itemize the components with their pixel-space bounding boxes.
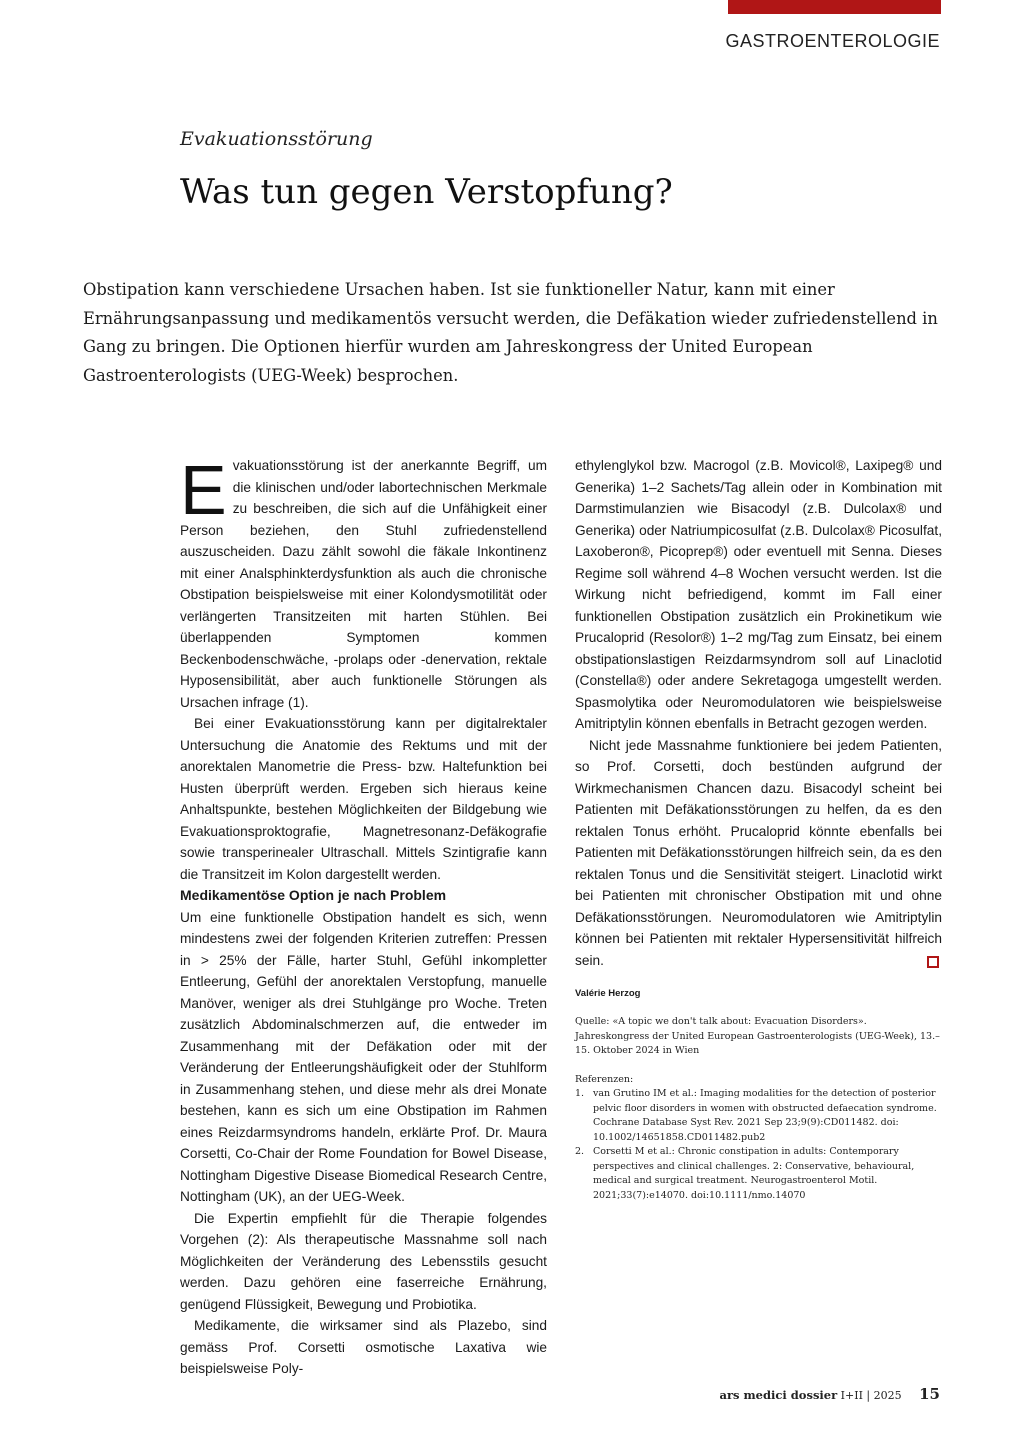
body-paragraph: Die Expertin empfiehlt für die Therapie folgendes Vorgehen (2): Als therapeutische Massnahme soll nach Möglichkeiten der Veränderung des Lebensstils gesucht werden. Dazu gehören eine faserreiche Ernährung, genügend Flüssigkeit, Bewegung und Probiotika.: [180, 1210, 547, 1312]
paragraph-text: Nicht jede Massnahme funktioniere bei jedem Patienten, so Prof. Corsetti, doch bestünden aufgrund der Wirkmechanismen Chancen dazu. Bisacodyl scheint bei Patienten mit Defäkationsstörungen zu helfen, da es den rektalen Tonus erhöht. Prucaloprid könnte ebenfalls bei Patienten mit Defäkationsstörungen hilfreich sein, da es den rektalen Tonus und die Sensitivität steigert. Linaclotid wirkt bei Patienten mit chronischer Obstipation mit und ohne Defäkationsstörungen. Neuromodulatoren wie Amitriptylin können bei Patienten mit rektaler Hypersensitivität hilfreich sein.: [575, 737, 942, 968]
references-list: [575, 1087, 942, 1203]
reference-text: Corsetti M et al.: Chronic constipation in adults: Contemporary perspectives and clinical challenges. 2: Conservative, behavioural, medical and surgical treatment. Neurogastroenterol Motil. 2021;33(7):e14070. doi:10.1111/nmo.14070: [593, 1146, 915, 1201]
section-label: GASTROENTEROLOGIE: [725, 31, 940, 51]
reference-text: van Grutino IM et al.: Imaging modalities for the detection of posterior pelvic floor disorders in women with obstructed defaecation syndrome. Cochrane Database Syst Rev. 2021 Sep 23;9(9):CD011482. doi: 10.1002/14651858.CD011482.pub2: [593, 1088, 937, 1143]
body-paragraph: [180, 451, 547, 713]
journal-name: ars medici dossier: [719, 1388, 838, 1402]
reference-item: [575, 1087, 942, 1145]
reference-item: [575, 1145, 942, 1203]
body-column-left: [180, 451, 547, 1380]
article-lead: Obstipation kann verschiedene Ursachen haben. Ist sie funktioneller Natur, kann mit einer Ernährungsanpassung und medikamentös versucht werden, die Defäkation wieder zufriedenstellend in Gang zu bringen. Die Optionen hierfür wurden am Jahreskongress der United European Gastroenterologists (UEG-Week) besprochen.: [83, 280, 938, 385]
body-paragraph: Um eine funktionelle Obstipation handelt es sich, wenn mindestens zwei der folgenden Kriterien zutreffen: Pressen in > 25% der Fälle, harter Stuhl, Gefühl inkompletter Entleerung, Gefühl der anorektalen Verstopfung, manuelle Manöver, weniger als drei Stuhlgänge pro Woche. Treten zusätzlich Abdominalschmerzen auf, die entweder im Zusammenhang mit der Defäkation oder mit der Veränderung der Entleerungshäufigkeit oder der Stuhlform in Zusammenhang stehen, und diese mehr als drei Monate bestehen, kann es sich um eine Obstipation im Rahmen eines Reizdarmsyndroms handeln, erklärte Prof. Dr. Maura Corsetti, Co-Chair der Rome Foundation for Bowel Disease, Nottingham Digestive Disease Biomedical Research Centre, Nottingham (UK), an der UEG-Week.: [180, 909, 547, 1204]
end-of-article-square-icon: [927, 956, 939, 968]
subheading: Medikamentöse Option je nach Problem: [180, 887, 447, 903]
article-kicker: Evakuationsstörung: [180, 128, 373, 150]
body-paragraph: Medikamente, die wirksamer sind als Plazebo, sind gemäss Prof. Corsetti osmotische Laxativa wie beispielsweise Poly-: [180, 1318, 547, 1376]
reference-number: 1.: [575, 1088, 585, 1099]
references-heading: Referenzen:: [575, 1073, 634, 1085]
paragraph-text: vakuationsstörung ist der anerkannte Begriff, um die klinischen und/oder labortechnischen Merkmale zu beschreiben, die sich auf die Unfähigkeit einer Person beziehen, den Stuhl zufriedenstellend auszuscheiden. Dazu zählt sowohl die fäkale Inkontinenz mit einer Analsphinkterdysfunktion als auch die chronische Obstipation beispielsweise mit einer Kolondysmotilität oder verlängerten Transitzeiten mit harten Stühlen. Bei überlappenden Symptomen kommen Beckenbodenschwäche, -prolaps oder -denervation, rektale Hyposensibilität, aber auch funktionelle Störungen als Ursachen infrage (1).: [180, 458, 547, 710]
page-footer: [720, 1385, 941, 1403]
page-number: 15: [919, 1385, 940, 1403]
body-paragraph: ethylenglykol bzw. Macrogol (z.B. Movicol®, Laxipeg® und Generika) 1–2 Sachets/Tag allein oder in Kombination mit Darmstimulanzien wie Bisacodyl (z.B. Dulcolax® und Generika) oder Natriumpicosulfat (z.B. Dulcolax® Picosulfat, Laxoberon®, Picoprep®) oder eventuell mit Senna. Dieses Regime soll während 4–8 Wochen versucht werden. Ist die Wirkung nicht befriedigend, kommt im Fall einer funktionellen Obstipation zusätzlich ein Prokinetikum wie Prucaloprid (Resolor®) 1–2 mg/Tag zum Einsatz, bei einem obstipationslastigen Reizdarmsyndrom soll auf Linaclotid (Constella®) oder andere Sekretagoga umgestellt werden. Spasmolytika oder Neuromodulatoren wie beispielsweise Amitriptylin können ebenfalls in Betracht gezogen werden.: [575, 458, 942, 731]
body-column-right: [575, 455, 942, 1203]
issue-label: I+II | 2025: [840, 1389, 902, 1402]
section-color-bar: [728, 0, 941, 14]
article-title: Was tun gegen Verstopfung?: [180, 172, 673, 212]
reference-number: 2.: [575, 1146, 585, 1157]
drop-cap: E: [180, 451, 227, 529]
source-note: Quelle: «A topic we don't talk about: Evacuation Disorders». Jahreskongress der United European Gastroenterologists (UEG-Week), 13.–15. Oktober 2024 in Wien: [575, 1016, 940, 1056]
author-name: Valérie Herzog: [575, 988, 641, 999]
body-paragraph: [575, 735, 942, 972]
body-paragraph: Bei einer Evakuationsstörung kann per digitalrektaler Untersuchung die Anatomie des Rektums und mit der anorektalen Manometrie die Press- bzw. Haltefunktion bei Husten überprüft werden. Ergeben sich hieraus keine Anhaltspunkte, bestehen Möglichkeiten der Bildgebung wie Evakuationsproktografie, Magnetresonanz-Defäkografie sowie transperinealer Ultraschall. Mittels Szintigrafie kann die Transitzeit im Kolon dargestellt werden.: [180, 716, 547, 882]
